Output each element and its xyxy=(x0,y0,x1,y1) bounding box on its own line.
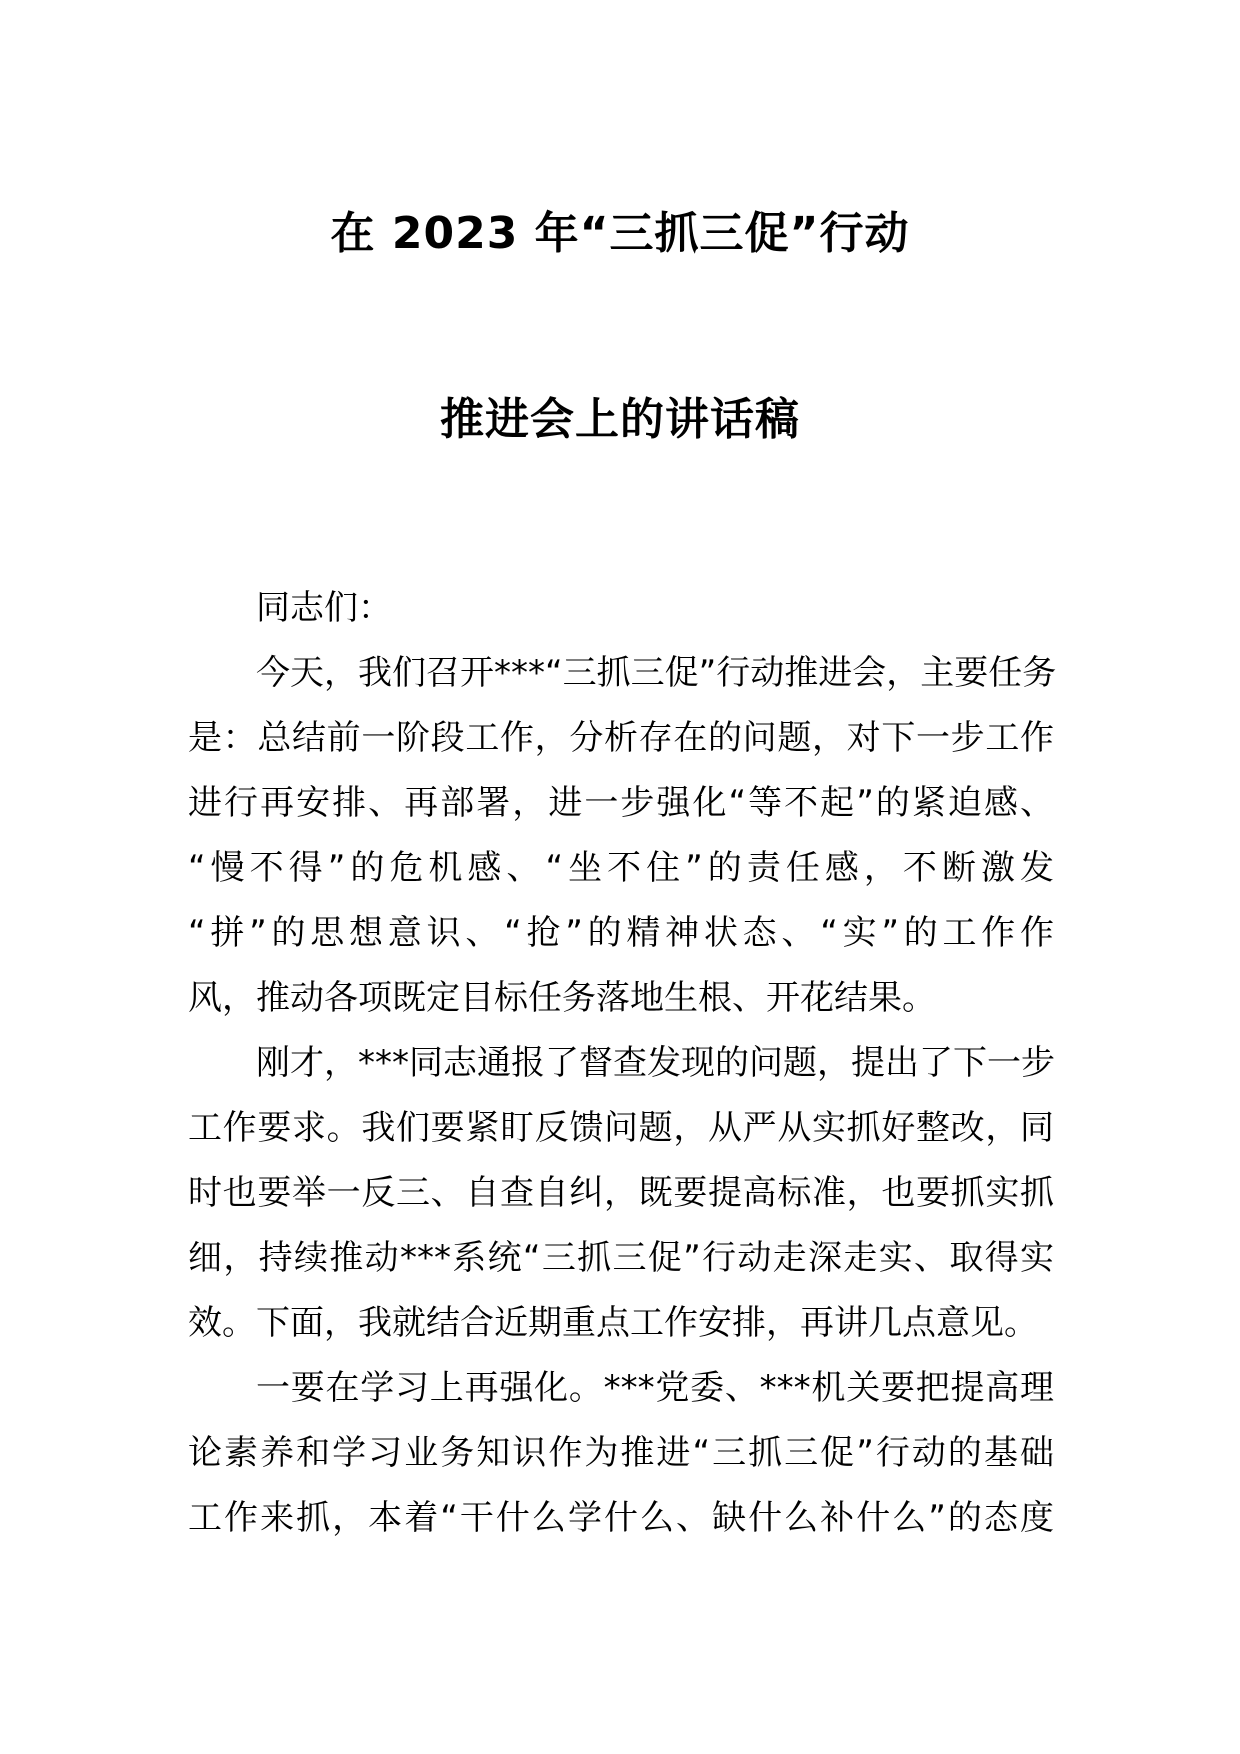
paragraph-line: 工作要求。我们要紧盯反馈问题，从严从实抓好整改，同 xyxy=(188,1108,1054,1148)
paragraph-line: 风，推动各项既定目标任务落地生根、开花结果。 xyxy=(188,978,936,1018)
paragraph-line: 一要在学习上再强化。***党委、***机关要把提高理 xyxy=(256,1368,1054,1408)
document-body xyxy=(188,576,1057,1551)
salutation-line: 同志们： xyxy=(256,588,392,628)
paragraph-line: 论素养和学习业务知识作为推进“三抓三促”行动的基础 xyxy=(188,1433,1054,1473)
paragraph-line: 工作来抓，本着“干什么学什么、缺什么补什么”的态度 xyxy=(188,1498,1054,1538)
paragraph-line: 时也要举一反三、自查自纠，既要提高标准，也要抓实抓 xyxy=(188,1173,1054,1213)
paragraph-line: 是：总结前一阶段工作，分析存在的问题，对下一步工作 xyxy=(188,718,1054,758)
paragraph-line: “慢不得”的危机感、“坐不住”的责任感，不断激发 xyxy=(188,848,1054,888)
paragraph-line: 刚才，***同志通报了督查发现的问题，提出了下一步 xyxy=(256,1043,1055,1083)
document-title-line-2: 推进会上的讲话稿 xyxy=(440,394,800,445)
paragraph-line: 细，持续推动***系统“三抓三促”行动走深走实、取得实 xyxy=(188,1238,1054,1278)
paragraph-line: 今天，我们召开***“三抓三促”行动推进会，主要任务 xyxy=(256,653,1057,693)
paragraph-line: 进行再安排、再部署，进一步强化“等不起”的紧迫感、 xyxy=(188,783,1054,823)
document-title-line-1: 在 2023 年“三抓三促”行动 xyxy=(330,208,910,259)
paragraph-line: 效。下面，我就结合近期重点工作安排，再讲几点意见。 xyxy=(188,1303,1038,1343)
paragraph-line: “拼”的思想意识、“抢”的精神状态、“实”的工作作 xyxy=(188,913,1054,953)
